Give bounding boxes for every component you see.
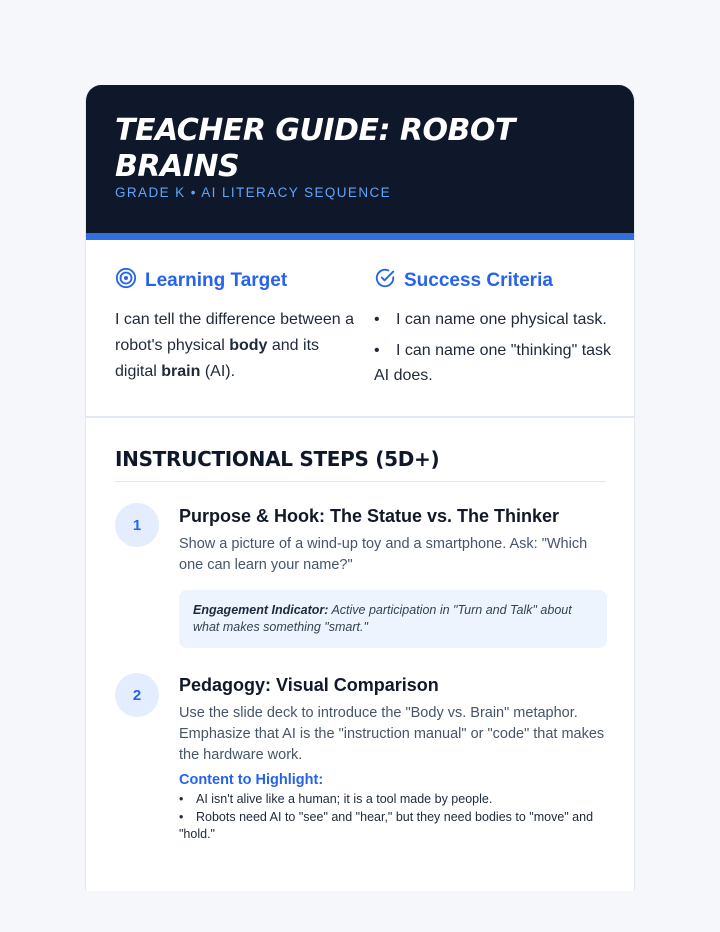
header: [85, 85, 635, 233]
step-title: Purpose & Hook: The Statue vs. The Thinker: [179, 506, 560, 526]
section-divider: [86, 416, 635, 418]
step-2: [179, 673, 607, 844]
step-number: 1: [115, 503, 159, 547]
list-item: • Robots need AI to "see" and "hear," but they need bodies to "move" and "hold.": [179, 810, 594, 841]
list-item: • I can name one physical task.: [374, 311, 607, 328]
check-circle-icon: [374, 267, 396, 295]
highlight-list: [179, 791, 607, 843]
page-subtitle: GRADE K • AI LITERACY SEQUENCE: [115, 185, 392, 200]
success-criteria-heading: Success Criteria: [404, 270, 553, 291]
learning-target-text: I can tell the difference between a robot's physical body and its digital brain (AI).: [115, 311, 354, 380]
target-icon: [115, 267, 137, 295]
learning-target: [115, 267, 355, 385]
steps-title: INSTRUCTIONAL STEPS (5D+): [115, 447, 440, 471]
accent-bar: [85, 233, 635, 240]
criteria-list: [374, 307, 614, 388]
list-item: • AI isn't alive like a human; it is a tool made by people.: [179, 792, 493, 806]
learning-target-heading: Learning Target: [145, 270, 288, 291]
guide-card: [85, 85, 635, 891]
step-1: [179, 504, 607, 648]
step-title: Pedagogy: Visual Comparison: [179, 675, 439, 695]
step-description: Use the slide deck to introduce the "Body vs. Brain" metaphor. Emphasize that AI is the "instruction manual" or "code" that makes the hardware work.: [179, 705, 605, 763]
step-number: 2: [115, 673, 159, 717]
page-title: TEACHER GUIDE: ROBOT BRAINS: [115, 113, 515, 184]
step-description: Show a picture of a wind-up toy and a smartphone. Ask: "Which one can learn your name?": [179, 536, 588, 573]
steps-rule: [115, 481, 606, 482]
list-item: • I can name one "thinking" task AI does.: [374, 342, 612, 384]
highlight-heading: Content to Highlight:: [179, 772, 324, 788]
success-criteria: [374, 267, 614, 394]
engagement-indicator: Engagement Indicator: Active participation in "Turn and Talk" about what makes something "smart.": [179, 590, 607, 648]
